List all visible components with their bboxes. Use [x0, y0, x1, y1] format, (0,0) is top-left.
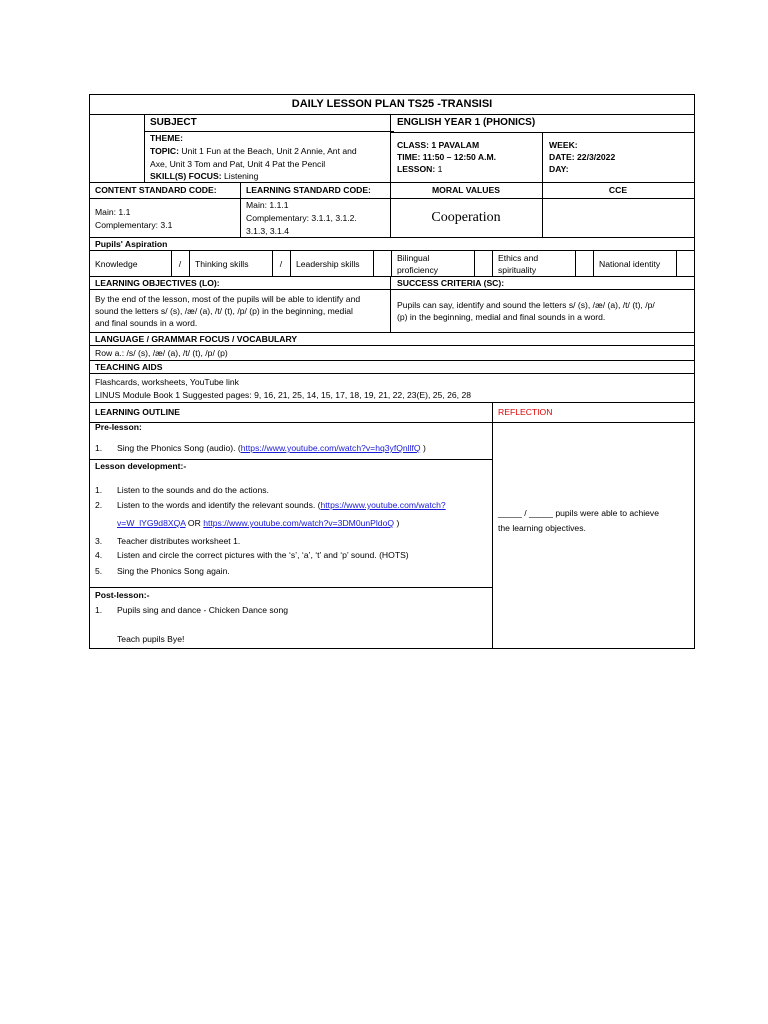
- col-divider: [676, 250, 677, 277]
- col-divider: [240, 182, 241, 238]
- thinking-check-mark: /: [279, 259, 283, 269]
- table-border-bottom: [89, 648, 695, 649]
- week-info: WEEK:: [549, 140, 578, 150]
- learning-complementary-2: 3.1.3, 3.1.4: [246, 226, 290, 236]
- youtube-link-1[interactable]: [321, 500, 446, 510]
- skill-focus: [150, 170, 258, 182]
- language-value: Row a.: /s/ (s), /æ/ (a), /t/ (t), /p/ (p): [95, 348, 228, 358]
- dev-item-2-text: Listen to the words and identify the relevant sounds. (: [117, 500, 321, 510]
- row-divider: [89, 250, 695, 251]
- topic-line-2: Axe, Unit 3 Tom and Pat, Unit 4 Pat the Pencil: [150, 159, 326, 169]
- aspiration-bilingual-1: Bilingual: [397, 253, 430, 263]
- lesson-info: [397, 163, 442, 175]
- post-lesson-bye: Teach pupils Bye!: [117, 634, 185, 644]
- sc-header: SUCCESS CRITERIA (SC):: [397, 278, 505, 288]
- aspiration-thinking: Thinking skills: [195, 259, 249, 269]
- post-lesson-item-number: 1.: [95, 605, 103, 615]
- dev-item-3-text: Teacher distributes worksheet 1.: [117, 536, 241, 546]
- aspiration-knowledge: Knowledge: [95, 259, 138, 269]
- dev-item-2-or: OR: [185, 518, 204, 528]
- dev-item-2-number: 2.: [95, 500, 103, 510]
- topic-label: TOPIC:: [150, 146, 179, 156]
- teaching-aids-line-2: LINUS Module Book 1 Suggested pages: 9, 16, 21, 25, 14, 15, 17, 18, 19, 21, 22, 23(E), 25, 26, 28: [95, 390, 471, 400]
- reflection-line-1: _____ / _____ pupils were able to achieve: [498, 508, 660, 518]
- dev-item-4-text: Listen and circle the correct pictures with the ‘s’, ‘a’, ‘t’ and ‘p’ sound. (HOTS): [117, 550, 409, 560]
- moral-value: Cooperation: [431, 210, 501, 225]
- dev-item-2: [117, 499, 446, 511]
- table-border-top: [89, 94, 695, 95]
- row-divider: [89, 587, 493, 588]
- aspiration-national: National identity: [599, 259, 661, 269]
- topic-line-1: [150, 145, 357, 157]
- pre-lesson-item-number: 1.: [95, 443, 103, 453]
- sc-line-1: Pupils can say, identify and sound the letters s/ (s), /æ/ (a), /t/ (t), /p/: [397, 300, 655, 310]
- content-standard-header: CONTENT STANDARD CODE:: [95, 185, 217, 195]
- skill-value: Listening: [224, 171, 259, 181]
- row-divider: [89, 198, 695, 199]
- lo-header: LEARNING OBJECTIVES (LO):: [95, 278, 220, 288]
- post-lesson-header: Post-lesson:-: [95, 590, 150, 600]
- learning-main: Main: 1.1.1: [246, 200, 289, 210]
- dev-item-3-number: 3.: [95, 536, 103, 546]
- learning-standard-header: LEARNING STANDARD CODE:: [246, 185, 371, 195]
- dev-item-4-number: 4.: [95, 550, 103, 560]
- col-divider: [290, 250, 291, 277]
- col-divider: [391, 250, 392, 277]
- row-divider: [89, 289, 695, 290]
- row-divider: [89, 360, 695, 361]
- col-divider: [390, 276, 391, 333]
- dev-item-1-number: 1.: [95, 485, 103, 495]
- table-border-left: [89, 94, 90, 649]
- row-divider: [89, 373, 695, 374]
- col-divider: [144, 114, 145, 183]
- lo-line-1: By the end of the lesson, most of the pupils will be able to identify and: [95, 294, 361, 304]
- lesson-label: LESSON:: [397, 164, 436, 174]
- dev-item-2-continued: [117, 517, 399, 529]
- class-info: CLASS: 1 PAVALAM: [397, 140, 480, 150]
- page-title: DAILY LESSON PLAN TS25 -TRANSISI: [291, 98, 493, 110]
- aspiration-header: Pupils' Aspiration: [95, 239, 168, 249]
- sc-line-2: (p) in the beginning, medial and final sounds in a word.: [397, 312, 606, 322]
- moral-values-header: MORAL VALUES: [432, 185, 500, 195]
- pre-lesson-item-close: ): [420, 443, 426, 453]
- col-divider: [373, 250, 374, 277]
- aspiration-bilingual-2: proficiency: [397, 265, 439, 275]
- col-divider: [492, 402, 493, 649]
- theme-label: THEME:: [150, 133, 183, 143]
- knowledge-check-mark: /: [178, 259, 182, 269]
- row-divider: [89, 402, 695, 403]
- youtube-link-1-continued[interactable]: v=W_lYG9d8XQA: [117, 518, 186, 528]
- col-divider: [575, 250, 576, 277]
- lesson-value: 1: [437, 164, 443, 174]
- subject-value: ENGLISH YEAR 1 (PHONICS): [397, 117, 536, 128]
- learning-outline-header: LEARNING OUTLINE: [95, 407, 180, 417]
- topic-text-1: Unit 1 Fun at the Beach, Unit 2 Annie, Ant and: [181, 146, 357, 156]
- col-divider: [593, 250, 594, 277]
- row-divider: [89, 182, 695, 183]
- content-complementary: Complementary: 3.1: [95, 220, 173, 230]
- youtube-link-2[interactable]: https://www.youtube.com/watch?v=3DM0unPldoQ: [203, 518, 395, 528]
- dev-item-1-text: Listen to the sounds and do the actions.: [117, 485, 269, 495]
- col-divider: [492, 250, 493, 277]
- dev-item-5-number: 5.: [95, 566, 103, 576]
- learning-complementary-1: Complementary: 3.1.1, 3.1.2.: [246, 213, 357, 223]
- row-divider: [89, 237, 695, 238]
- lo-line-2: sound the letters s/ (s), /æ/ (a), /t/ (t), /p/ (p) in the beginning, medial: [95, 306, 353, 316]
- row-divider: [89, 422, 695, 423]
- reflection-line-2: the learning objectives.: [498, 523, 586, 533]
- time-info: TIME: 11:50 – 12:50 A.M.: [397, 152, 497, 162]
- post-lesson-item-text: Pupils sing and dance - Chicken Dance song: [117, 605, 289, 615]
- row-divider: [89, 345, 695, 346]
- lesson-development-header: Lesson development:-: [95, 461, 187, 471]
- lo-line-3: and final sounds in a word.: [95, 318, 198, 328]
- phonics-song-link[interactable]: https://www.youtube.com/watch?v=hq3yfQnllfQ: [240, 443, 421, 453]
- table-border-right: [694, 94, 695, 649]
- reflection-header: REFLECTION: [498, 407, 553, 417]
- day-info: DAY:: [549, 164, 569, 174]
- language-header: LANGUAGE / GRAMMAR FOCUS / VOCABULARY: [95, 334, 298, 344]
- pre-lesson-item-text: Sing the Phonics Song (audio). (: [117, 443, 241, 453]
- pre-lesson-header: Pre-lesson:: [95, 422, 142, 432]
- content-main: Main: 1.1: [95, 207, 131, 217]
- col-divider: [474, 250, 475, 277]
- teaching-aids-line-1: Flashcards, worksheets, YouTube link: [95, 377, 239, 387]
- youtube-link-1-part-a: https://www.youtube.com/watch?: [320, 500, 446, 510]
- date-info: DATE: 22/3/2022: [549, 152, 616, 162]
- pre-lesson-item: [117, 442, 426, 454]
- skill-label: SKILL(S) FOCUS:: [150, 171, 222, 181]
- dev-item-5-text: Sing the Phonics Song again.: [117, 566, 230, 576]
- teaching-aids-header: TEACHING AIDS: [95, 362, 163, 372]
- aspiration-ethics-1: Ethics and: [498, 253, 539, 263]
- col-divider: [189, 250, 190, 277]
- dev-item-2-close: ): [394, 518, 400, 528]
- row-divider: [89, 114, 695, 115]
- subject-label: SUBJECT: [150, 117, 197, 128]
- aspiration-leadership: Leadership skills: [296, 259, 360, 269]
- aspiration-ethics-2: spirituality: [498, 265, 537, 275]
- cce-header: CCE: [608, 185, 628, 195]
